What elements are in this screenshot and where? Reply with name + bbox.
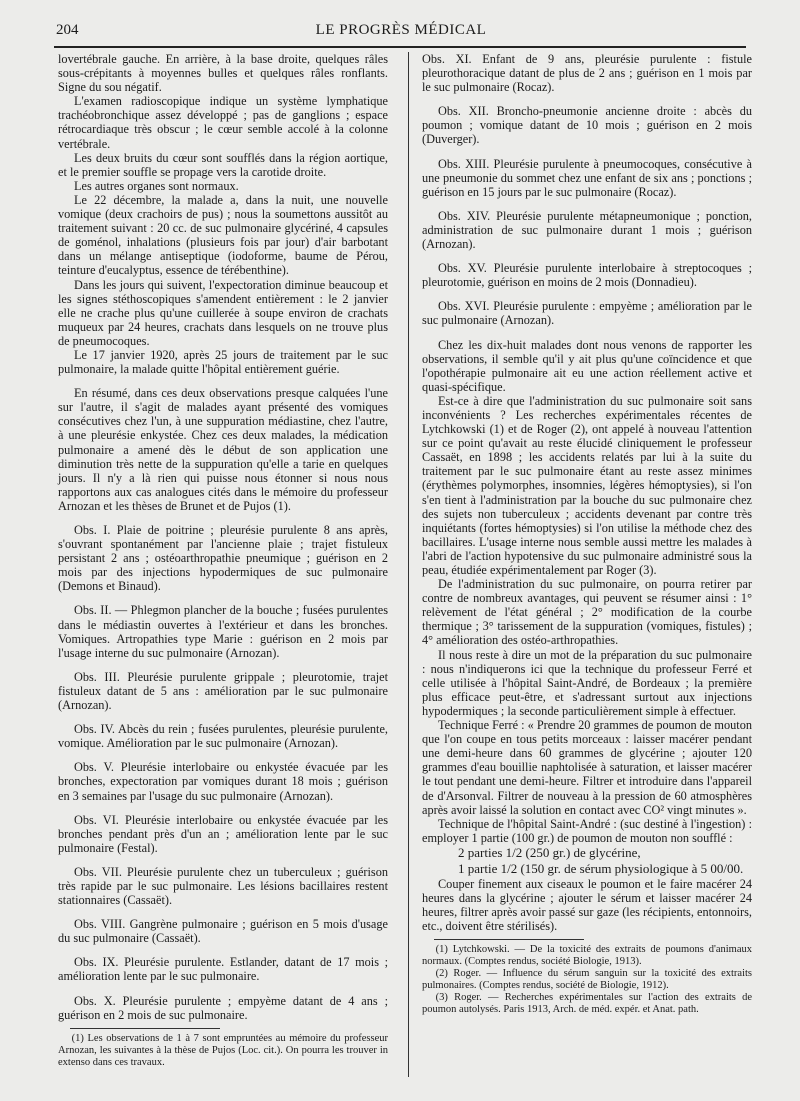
- paragraph: Il nous reste à dire un mot de la préparation du suc pulmonaire : nous n'indiquerons ici que la technique du professeur Ferré et celle utilisée à l'hôpital Saint-André, de Bordeaux ; la première plus efficace peut-être, et s'adressant surtout aux injections hypodermiques ; la seconde particulièrement simple à effectuer.: [422, 647, 752, 718]
- summary-paragraph: En résumé, dans ces deux observations presque calquées l'une sur l'autre, il s'agit de malades ayant présenté des vomiques consécutives chez l'un, à une suppuration médiastine, chez l'autre, à une pleurésie enkystée. Chez ces deux malades, la médication pulmonaire a amené dès le début de son application une diminution très nette de la suppuration qu'elle a tarie en quelques jours. Il n'y a là rien qui puisse nous étonner si nous nous rapportons aux cas analogues cités dans le mémoire du professeur Arnozan et les thèses de Brunet et de Pujos (1).: [58, 386, 388, 513]
- paragraph: Les deux bruits du cœur sont soufflés dans la région aortique, et le premier souffle se propage vers la carotide droite.: [58, 150, 388, 179]
- footnote-rule: [434, 939, 584, 940]
- recipe-line: 1 partie 1/2 (150 gr. de sérum physiologique à 5 00/00.: [458, 860, 744, 876]
- paragraph: Dans les jours qui suivent, l'expectoration diminue beaucoup et les signes stéthoscopiques s'amendent entièrement : le 2 janvier elle ne crache plus qu'une cuillerée à soupe environ de crachats muqueux par 24 heures, crachats dans lesquels on ne trouve plus de pneumocoques.: [58, 277, 388, 348]
- observation-item: Obs. IX. Pleurésie purulente. Estlander, datant de 17 mois ; amélioration lente par le suc pulmonaire.: [58, 955, 388, 984]
- running-title: LE PROGRÈS MÉDICAL: [315, 22, 487, 38]
- paragraph: lovertébrale gauche. En arrière, à la base droite, quelques râles sous-crépitants à moyennes bulles et quelques râles ronflants. Signe du sou négatif.: [58, 52, 388, 95]
- right-column: [422, 52, 752, 1016]
- page-header: [56, 22, 746, 44]
- observation-item: Obs. XVI. Pleurésie purulente : empyème ; amélioration par le suc pulmonaire (Arnozan).: [422, 299, 752, 328]
- column-divider: [408, 52, 409, 1077]
- observation-item: Obs. XIV. Pleurésie purulente métapneumonique ; ponction, administration de suc pulmonaire durant 1 mois ; guérison (Arnozan).: [422, 208, 752, 252]
- footnote: (3) Roger. — Recherches expérimentales sur l'action des extraits de poumon autolysés. Paris 1913, Arch. de méd. expér. et Anat. path.: [422, 992, 752, 1016]
- recipe-line: 2 parties 1/2 (250 gr.) de glycérine,: [458, 844, 641, 860]
- left-column: [58, 52, 388, 1069]
- observation-item: Obs. VI. Pleurésie interlobaire ou enkystée évacuée par les bronches pendant près d'un an ; amélioration lente par le suc pulmonaire (Festal).: [58, 812, 388, 855]
- observation-item: Obs. XII. Broncho-pneumonie ancienne droite : abcès du poumon ; vomique datant de 10 mois ; guérison en 2 mois (Duverger).: [422, 104, 752, 147]
- footnote-rule: [70, 1028, 220, 1029]
- footnote: (1) Les observations de 1 à 7 sont empruntées au mémoire du professeur Arnozan, les suivantes à la thèse de Pujos (Loc. cit.). On pourra les trouver in extenso dans ces travaux.: [58, 1032, 388, 1068]
- paragraph: Le 17 janvier 1920, après 25 jours de traitement par le suc pulmonaire, la malade quitte l'hôpital entièrement guérie.: [58, 347, 388, 377]
- paragraph: Est-ce à dire que l'administration du suc pulmonaire soit sans inconvénients ? Les recherches expérimentales récentes de Lytchkowski (1) et de Roger (2), ont appelé à nouveau l'attention sur ce point qu'avait au reste élucidé cliniquement le professeur Cassaët, en 1898 ; les accidents relatés par lui à la suite du traitement par le suc pulmonaire étant au reste assez minimes (érythèmes polymorphes, insomnies, légères hémoptysies), si l'on s'en tient à l'administration par la bouche du suc pulmonaire chez des sujets non tuberculeux ; accidents devenant par contre très inquiétants (fortes hémoptysies) si l'on utilise la méthode chez des bacillaires. L'usage interne nous semble aussi mettre les malades à l'abri de l'action hypotensive du suc pulmonaire administré sous la peau, étudiée expérimentalement par Roger (3).: [422, 393, 752, 577]
- observation-item: Obs. VIII. Gangrène pulmonaire ; guérison en 5 mois d'usage du suc pulmonaire (Cassaët).: [58, 917, 388, 946]
- footnote: (1) Lytchkowski. — De la toxicité des extraits de poumons d'animaux normaux. (Comptes rendus, société Biologie, 1913).: [422, 944, 752, 968]
- observation-item: Obs. XI. Enfant de 9 ans, pleurésie purulente : fistule pleurothoracique datant de plus de 2 ans ; guérison en 1 mois par le suc pulmonaire (Rocaz).: [422, 52, 752, 95]
- paragraph: Chez les dix-huit malades dont nous venons de rapporter les observations, il semble qu'il y ait plus qu'une coïncidence et que l'opothérapie pulmonaire ait eu une action réellement active et quasi-spécifique.: [422, 337, 752, 394]
- paragraph: De l'administration du suc pulmonaire, on pourra retirer par contre de nombreux avantages, qui peuvent se résumer ainsi : 1° relèvement de l'état général ; 2° modification de la courbe thermique ; 3° tarissement de la suppuration (vomiques, fistules) ; 4° amélioration des ostéo-arthropathies.: [422, 577, 752, 648]
- observation-item: Obs. XV. Pleurésie purulente interlobaire à streptocoques ; pleurotomie, guérison en moins de 2 mois (Donnadieu).: [422, 261, 752, 290]
- observation-item: Obs. III. Pleurésie purulente grippale ; pleurotomie, trajet fistuleux datant de 5 ans : amélioration par le suc pulmonaire (Arnozan).: [58, 669, 388, 713]
- observation-item: Obs. IV. Abcès du rein ; fusées purulentes, pleurésie purulente, vomique. Amélioration par le suc pulmonaire (Arnozan).: [58, 722, 388, 751]
- observation-item: Obs. XIII. Pleurésie purulente à pneumocoques, consécutive à une pneumonie du sommet chez une enfant de six ans ; ponctions ; guérison en 15 jours par le suc pulmonaire (Rocaz).: [422, 156, 752, 199]
- observation-item: Obs. X. Pleurésie purulente ; empyème datant de 4 ans ; guérison en 2 mois de suc pulmonaire.: [58, 993, 388, 1022]
- paragraph: Couper finement aux ciseaux le poumon et le faire macérer 24 heures dans la glycérine ; ajouter le sérum et laisser macérer 24 heures, filtrer après avoir passé sur gaze (les récipients, entonnoirs, etc., doivent être stérilisés).: [422, 876, 752, 934]
- header-rule: [54, 46, 746, 48]
- page-number: 204: [56, 22, 79, 38]
- footnote: (2) Roger. — Influence du sérum sanguin sur la toxicité des extraits pulmonaires. (Comptes rendus, société de Biologie, 1912).: [422, 968, 752, 992]
- paragraph: Le 22 décembre, la malade a, dans la nuit, une nouvelle vomique (deux crachoirs de pus) ; nous la soumettons aussitôt au traitement suivant : 20 cc. de suc pulmonaire glycériné, 4 capsules de goménol, inhalations (plusieurs fois par jour) d'air barbotant dans un mélange antiseptique (iodoforme, baume de Pérou, teinture d'eucalyptus, essence de térébenthine).: [58, 192, 388, 278]
- technique-ferre-paragraph: Technique Ferré : « Prendre 20 grammes de poumon de mouton que l'on coupe en tous petits morceaux : laisser macérer pendant une demi-heure dans 60 grammes de glycérine ; ajouter 120 grammes d'eau bouillie naphtolisée à saturation, et laisser macérer le tout pendant une demi-heure. Filtrer et introduire dans l'appareil de d'Arsonval. Filtrer de nouveau à la pression de 60 atmosphères après avoir laissé la solution en contact avec CO² vingt minutes ».: [422, 718, 752, 817]
- paragraph: Les autres organes sont normaux.: [73, 178, 239, 193]
- technique-saint-andre-paragraph: Technique de l'hôpital Saint-André : (suc destiné à l'ingestion) : employer 1 partie (100 gr.) de poumon de mouton non soufflé :: [422, 816, 752, 845]
- observation-item: Obs. VII. Pleurésie purulente chez un tuberculeux ; guérison très rapide par le suc pulmonaire. Les lésions bacillaires restent stationnaires (Cassaët).: [58, 864, 388, 908]
- observation-item: Obs. I. Plaie de poitrine ; pleurésie purulente 8 ans après, s'ouvrant spontanément par l'ancienne plaie ; trajet fistuleux persistant 2 ans ; ostéoarthropathie pneumique ; guérison en 2 mois par des injections hypodermiques de suc pulmonaire (Demons et Binaud).: [58, 523, 388, 594]
- paragraph: L'examen radioscopique indique un système lymphatique trachéobronchique assez développé ; pas de ganglions ; espace rétrocardiaque très obscur ; le cœur semble accolé à la colonne vertébrale.: [58, 94, 388, 151]
- observation-item: Obs. V. Pleurésie interlobaire ou enkystée évacuée par les bronches, expectoration par vomiques durant 18 mois ; guérison en 3 semaines par l'usage du suc pulmonaire (Arnozan).: [58, 760, 388, 803]
- observation-item: Obs. II. — Phlegmon plancher de la bouche ; fusées purulentes dans le médiastin ouvertes à l'extérieur et dans les bronches. Vomiques. Artropathies type Marie : guérison en 2 mois par l'usage interne du suc pulmonaire (Arnozan).: [58, 603, 388, 660]
